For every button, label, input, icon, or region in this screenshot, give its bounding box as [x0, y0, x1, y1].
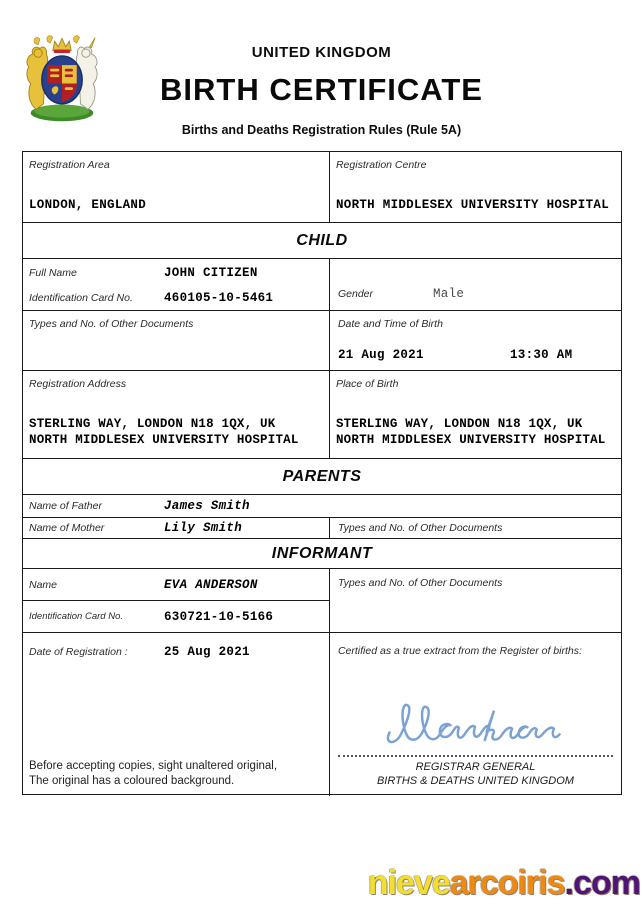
parents-other-docs-cell [330, 518, 621, 538]
verification-note-line2: The original has a coloured background. [29, 775, 235, 787]
gender-cell [330, 259, 621, 310]
child-other-docs-label: Types and No. of Other Documents [29, 318, 194, 330]
mother-value: Lily Smith [164, 521, 243, 535]
birth-date-value: 21 Aug 2021 [337, 348, 424, 362]
mother-row [23, 518, 621, 539]
informant-name-id-cell [23, 569, 330, 632]
country-title: UNITED KINGDOM [251, 44, 392, 61]
father-value: James Smith [164, 499, 250, 513]
child-name-id-cell [23, 259, 330, 310]
informant-id-label: Identification Card No. [29, 611, 123, 622]
parents-other-docs-label: Types and No. of Other Documents [337, 522, 503, 534]
child-section-header: CHILD [23, 223, 621, 259]
registration-area-cell [23, 152, 330, 222]
informant-other-docs-label: Types and No. of Other Documents [337, 577, 503, 589]
child-docs-birth-row [23, 311, 621, 371]
child-other-docs-cell [23, 311, 330, 370]
registration-centre-label: Registration Centre [335, 159, 427, 171]
informant-id-value: 630721-10-5166 [164, 609, 274, 624]
certificate-subtitle: Births and Deaths Registration Rules (Rule 5A) [181, 123, 462, 137]
registration-centre-cell [330, 152, 621, 222]
child-id-value: 460105-10-5461 [164, 291, 274, 305]
mother-cell [23, 518, 330, 538]
informant-name-label: Name [29, 578, 58, 591]
certificate-title: BIRTH CERTIFICATE [160, 72, 483, 107]
registrar-title: REGISTRAR GENERAL [415, 761, 536, 773]
registrar-signature [330, 687, 621, 753]
child-identity-row [23, 259, 621, 311]
watermark-part3: .com [564, 864, 640, 902]
place-of-birth-line1: STERLING WAY, LONDON N18 1QX, UK [335, 417, 583, 431]
place-of-birth-line2: NORTH MIDDLESEX UNIVERSITY HOSPITAL [335, 433, 606, 447]
informant-identity-row [23, 569, 621, 633]
place-of-birth-cell [330, 371, 621, 458]
site-watermark [368, 864, 640, 903]
registration-centre-value: NORTH MIDDLESEX UNIVERSITY HOSPITAL [335, 198, 610, 212]
gender-label: Gender [337, 288, 373, 300]
verification-note-line1: Before accepting copies, sight unaltered original, [29, 760, 278, 772]
signature-stroke [388, 705, 560, 742]
registration-area-label: Registration Area [29, 159, 110, 171]
registration-certify-row [23, 633, 621, 796]
father-cell [23, 495, 621, 517]
registration-address-label: Registration Address [29, 378, 127, 390]
full-name-value: JOHN CITIZEN [164, 266, 258, 280]
parents-section-header: PARENTS [23, 459, 621, 495]
registration-date-cell [23, 633, 330, 796]
informant-name-value: EVA ANDERSON [164, 577, 258, 592]
registration-area-value: LONDON, ENGLAND [29, 198, 147, 212]
place-of-birth-label: Place of Birth [335, 378, 399, 390]
informant-other-docs-cell [330, 569, 621, 632]
mother-label: Name of Mother [29, 522, 105, 534]
certification-cell [330, 633, 621, 796]
birth-datetime-cell [330, 311, 621, 370]
child-address-row [23, 371, 621, 459]
signature-line [338, 755, 613, 757]
registrar-office: BIRTHS & DEATHS UNITED KINGDOM [376, 775, 574, 787]
gender-value: Male [432, 287, 465, 301]
father-label: Name of Father [29, 500, 102, 512]
registration-date-value: 25 Aug 2021 [164, 645, 250, 659]
child-id-label: Identification Card No. [29, 292, 133, 304]
watermark-part2: arcoiris [449, 864, 565, 902]
birth-time-value: 13:30 AM [509, 348, 573, 362]
registration-row [23, 152, 621, 223]
certificate-table [22, 151, 622, 795]
certify-label: Certified as a true extract from the Register of births: [337, 645, 582, 657]
registration-address-line2: NORTH MIDDLESEX UNIVERSITY HOSPITAL [29, 433, 299, 447]
registration-date-label: Date of Registration : [29, 646, 128, 658]
birth-datetime-label: Date and Time of Birth [337, 318, 443, 330]
full-name-label: Full Name [29, 267, 77, 279]
watermark-part1: nieve [367, 864, 450, 902]
signature-icon [380, 695, 570, 750]
verification-note [29, 759, 277, 789]
registration-address-line1: STERLING WAY, LONDON N18 1QX, UK [29, 417, 276, 431]
informant-section-header: INFORMANT [23, 539, 621, 569]
father-row [23, 495, 621, 518]
registration-address-cell [23, 371, 330, 458]
